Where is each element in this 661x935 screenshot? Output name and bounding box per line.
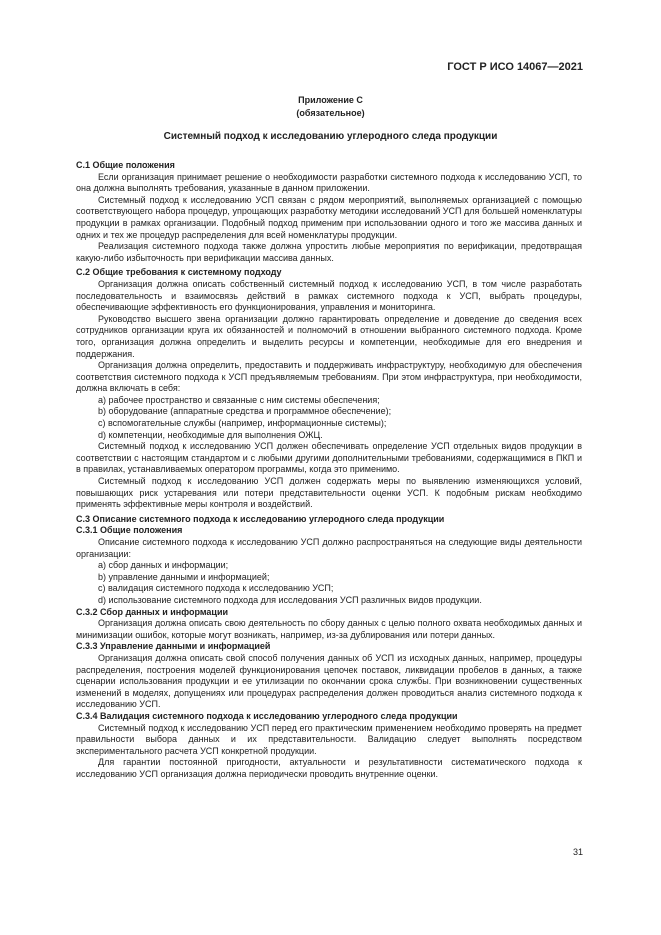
- appendix-title: Системный подход к исследованию углеродного следа продукции: [163, 131, 498, 142]
- paragraph: Системный подход к исследованию УСП должен содержать меры по выявлению изменяющихся условий, повышающих риск устаревания или потери представительности оценки УСП. К подобным рискам необходимо применять эффективные меры контроля и воздействий.: [76, 476, 582, 510]
- appendix-heading: [0, 94, 661, 120]
- paragraph: Организация должна описать свой способ получения данных об УСП из исходных данных, например, процедуры распределения, построения моделей функционирования цепочек поставок, ликвидации пробелов в данных, а также сценарии использования продукции и ее утилизации по окончании срока службы. При возникновении существенных изменений в моделях, допущениях или процедурах распределения должен проводиться анализ системного подхода к исследованию УСП.: [76, 652, 582, 710]
- list-item: a) сбор данных и информации;: [98, 560, 229, 571]
- paragraph: Системный подход к исследованию УСП перед его практическим применением необходимо проверять на предмет правильности выбора данных и их представительности. Валидацию следует выполнять посредством экспериментального расчета УСП конкретной продукции.: [76, 722, 582, 756]
- section-heading: С.3 Описание системного подхода к исследованию углеродного следа продукции: [76, 513, 445, 524]
- paragraph: Руководство высшего звена организации должно гарантировать определение и доведение до сведения всех сотрудников организации круга их обязанностей и полномочий в отношении выбранного системного подхода. Кроме того, организация должна определить и выделить ресурсы и компетенции, необходимые для его внедрения и поддержания.: [76, 313, 582, 359]
- subsection-heading: С.3.1 Общие положения: [76, 525, 183, 536]
- paragraph: Системный подход к исследованию УСП связан с рядом мероприятий, выполняемых организацией с помощью соответствующего набора процедур, упрощающих разработку методики исследований УСП для большей номенклатуры продукции в рамках организации. Подобный подход применим при использовании одного и того же массива данных и одних и тех же процедур распределения для всей номенклатуры продукции.: [76, 194, 582, 240]
- appendix-label: Приложение С: [298, 95, 363, 105]
- list-item: a) рабочее пространство и связанные с ним системы обеспечения;: [98, 394, 380, 405]
- appendix-type: (обязательное): [296, 108, 365, 118]
- subsection-heading: С.3.4 Валидация системного подхода к исследованию углеродного следа продукции: [76, 710, 458, 721]
- standard-number: ГОСТ Р ИСО 14067—2021: [447, 61, 583, 73]
- list-item: b) управление данными и информацией;: [98, 571, 270, 582]
- subsection-heading: С.3.2 Сбор данных и информации: [76, 606, 229, 617]
- subsection-heading: С.3.3 Управление данными и информацией: [76, 641, 271, 652]
- list-item: b) оборудование (аппаратные средства и программное обеспечение);: [98, 406, 392, 417]
- paragraph: Описание системного подхода к исследованию УСП должно распространяться на следующие виды деятельности организации:: [76, 537, 582, 559]
- paragraph: Для гарантии постоянной пригодности, актуальности и результативности систематического подхода к исследованию УСП организация должна периодически проводить внутренние оценки.: [76, 757, 582, 779]
- section-heading: С.2 Общие требования к системному подходу: [76, 267, 282, 278]
- paragraph: Организация должна описать свою деятельность по сбору данных с целью полного охвата необходимых данных и минимизации ошибок, которые могут возникать, например, из-за дублирования или потери данных.: [76, 618, 582, 640]
- paragraph: Реализация системного подхода также должна упростить любые мероприятия по верификации, предотвращая какую-либо избыточность при верификации массива данных.: [76, 241, 582, 263]
- paragraph: Организация должна определить, предоставить и поддерживать инфраструктуру, необходимую для обеспечения соответствия системного подхода к УСП предъявляемым требованиям. При этом инфраструктура, при необходимости, должна включать в себя:: [76, 360, 582, 394]
- list-item: d) использование системного подхода для исследования УСП различных видов продукции.: [98, 594, 482, 605]
- list-item: d) компетенции, необходимые для выполнения ОЖЦ.: [98, 429, 323, 440]
- paragraph: Организация должна описать собственный системный подход к исследованию УСП, в том числе разработать последовательность и взаимосвязь действий в рамках системного подхода к УСП, выбрать процедуры, обеспечивающие эффективность его функционирования, управления и мониторинга.: [76, 278, 582, 313]
- paragraph: Системный подход к исследованию УСП должен обеспечивать определение УСП отдельных видов продукции в соответствии с настоящим стандартом и с любыми другими дополнительными требованиями, содержащимися в ПКП и в правилах, устанавливаемых оператором программы, когда это применимо.: [76, 441, 582, 475]
- list-item: c) вспомогательные службы (например, информационные системы);: [98, 418, 387, 429]
- page-number: 31: [572, 847, 583, 857]
- list-item: c) валидация системного подхода к исследованию УСП;: [98, 583, 334, 594]
- section-heading: С.1 Общие положения: [76, 160, 175, 170]
- paragraph: Если организация принимает решение о необходимости разработки системного подхода к исследованию УСП, то она должна выполнять требования, указанные в данном приложении.: [76, 171, 582, 194]
- document-body: [76, 160, 582, 780]
